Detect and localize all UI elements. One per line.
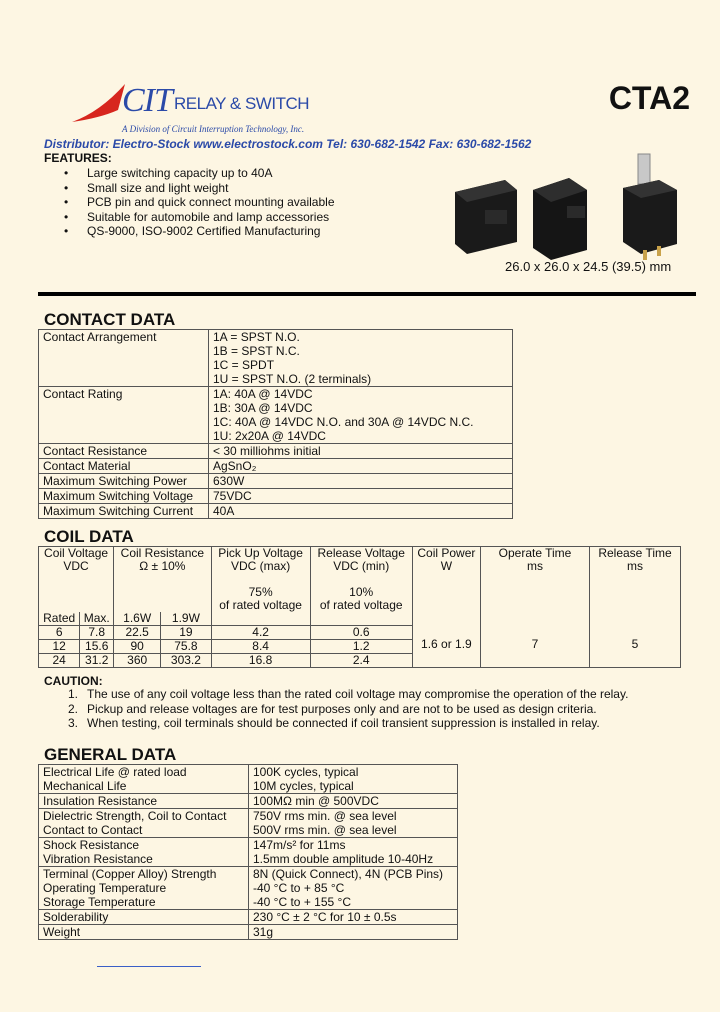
- caution-number: 2.: [67, 701, 78, 716]
- row-label: Shock Resistance Vibration Resistance: [39, 838, 249, 867]
- feature-item: • Large switching capacity up to 40A: [44, 166, 335, 181]
- row-value: 147m/s² for 11ms 1.5mm double amplitude 10-40Hz: [249, 838, 458, 867]
- col-header-operate-time: Operate Time ms: [481, 547, 590, 613]
- table-cell: 6: [39, 626, 80, 640]
- release-voltage-label: Release Voltage VDC (min): [317, 546, 405, 573]
- caution-item: [44, 702, 628, 717]
- table-row: [39, 387, 513, 444]
- row-value: 100K cycles, typical 10M cycles, typical: [249, 765, 458, 794]
- sub-header-max: Max.: [80, 612, 114, 626]
- table-cell: 303.2: [161, 654, 211, 668]
- general-data-table: [38, 764, 458, 940]
- table-cell: 22.5: [114, 626, 161, 640]
- table-row: [39, 867, 458, 910]
- row-value: 1A: 40A @ 14VDC 1B: 30A @ 14VDC 1C: 40A @ 14VDC N.O. and 30A @ 14VDC N.C. 1U: 2x20A @ 14VDC: [209, 387, 513, 444]
- table-row: [39, 547, 681, 613]
- row-label: Solderability: [39, 910, 249, 925]
- row-label: Contact Arrangement: [39, 330, 209, 387]
- col-header-release-time: Release Time ms: [590, 547, 681, 613]
- logo-division: A Division of Circuit Interruption Technology, Inc.: [122, 124, 305, 134]
- feature-item: • Suitable for automobile and lamp accessories: [44, 210, 335, 225]
- table-cell: 360: [114, 654, 161, 668]
- contact-data-heading: CONTACT DATA: [44, 310, 176, 329]
- row-value: 8N (Quick Connect), 4N (PCB Pins) -40 °C to + 85 °C -40 °C to + 155 °C: [249, 867, 458, 910]
- col-header-coil-resistance: Coil Resistance Ω ± 10%: [114, 547, 211, 613]
- table-cell: 7.8: [80, 626, 114, 640]
- table-cell: 31.2: [80, 654, 114, 668]
- table-cell: 0.6: [310, 626, 412, 640]
- table-cell: 15.6: [80, 640, 114, 654]
- relay-product-photo: [445, 150, 690, 260]
- row-value: 750V rms min. @ sea level 500V rms min. @ sea level: [249, 809, 458, 838]
- operate-time-value: 7: [481, 612, 590, 668]
- coil-data-table: [38, 546, 681, 668]
- table-row: [39, 474, 513, 489]
- row-value: 630W: [209, 474, 513, 489]
- logo-brand-sub: RELAY & SWITCH: [174, 94, 310, 113]
- logo-swoosh-icon: [70, 82, 130, 132]
- table-row: [39, 925, 458, 940]
- table-cell: 1.2: [310, 640, 412, 654]
- col-header-release-voltage: [310, 547, 412, 613]
- table-cell: 8.4: [211, 640, 310, 654]
- table-row: [39, 459, 513, 474]
- table-row: [39, 794, 458, 809]
- logo-brand: CIT: [122, 82, 172, 119]
- row-value: 75VDC: [209, 489, 513, 504]
- relay-image-2: [533, 178, 587, 260]
- row-label: Maximum Switching Power: [39, 474, 209, 489]
- contact-data-table: [38, 329, 513, 519]
- feature-item: • Small size and light weight: [44, 181, 335, 196]
- sub-header-19w: 1.9W: [161, 612, 211, 626]
- row-value: 230 °C ± 2 °C for 10 ± 0.5s: [249, 910, 458, 925]
- caution-number: 1.: [67, 687, 78, 701]
- col-header-coil-voltage: Coil Voltage VDC: [39, 547, 114, 613]
- row-value: 31g: [249, 925, 458, 940]
- table-row: [39, 809, 458, 838]
- coil-data-heading: COIL DATA: [44, 527, 134, 546]
- table-cell: 12: [39, 640, 80, 654]
- dimensions: 26.0 x 26.0 x 24.5 (39.5) mm: [505, 259, 672, 274]
- table-row: [39, 612, 681, 626]
- release-time-value: 5: [590, 612, 681, 668]
- table-cell: 4.2: [211, 626, 310, 640]
- company-logo: [70, 82, 310, 138]
- caution-text: Pickup and release voltages are for test purposes only and are not to be used as design criteria.: [87, 701, 597, 716]
- sub-header-16w: 1.6W: [114, 612, 161, 626]
- table-cell: 2.4: [310, 654, 412, 668]
- pickup-percent: 75% of rated voltage: [219, 585, 302, 612]
- table-cell: 16.8: [211, 654, 310, 668]
- row-value: 100MΩ min @ 500VDC: [249, 794, 458, 809]
- row-label: Insulation Resistance: [39, 794, 249, 809]
- table-cell: 90: [114, 640, 161, 654]
- feature-item: • PCB pin and quick connect mounting available: [44, 195, 335, 210]
- relay-image-3: [623, 154, 677, 260]
- row-value: 1A = SPST N.O. 1B = SPST N.C. 1C = SPDT 1U = SPST N.O. (2 terminals): [209, 330, 513, 387]
- feature-item: • QS-9000, ISO-9002 Certified Manufacturing: [44, 224, 335, 239]
- row-value: AgSnO₂: [209, 459, 513, 474]
- row-label: Terminal (Copper Alloy) Strength Operating Temperature Storage Temperature: [39, 867, 249, 910]
- sub-header-rated: Rated: [39, 612, 80, 626]
- row-label: Maximum Switching Voltage: [39, 489, 209, 504]
- caution-item: [44, 687, 628, 702]
- caution-list: [44, 687, 628, 731]
- features-list: [44, 166, 335, 239]
- table-row: [39, 910, 458, 925]
- row-label: Contact Resistance: [39, 444, 209, 459]
- table-cell: 24: [39, 654, 80, 668]
- table-row: [39, 444, 513, 459]
- row-label: Contact Material: [39, 459, 209, 474]
- row-label: Weight: [39, 925, 249, 940]
- col-header-coil-power: Coil Power W: [412, 547, 480, 613]
- table-cell: 19: [161, 626, 211, 640]
- row-label: Contact Rating: [39, 387, 209, 444]
- caution-text: When testing, coil terminals should be connected if coil transient suppression is installed in relay.: [87, 716, 600, 731]
- distributor-line: Distributor: Electro-Stock www.electrostock.com Tel: 630-682-1542 Fax: 630-682-1562: [44, 137, 532, 151]
- footer-link-underline[interactable]: [97, 966, 201, 967]
- part-number: CTA2: [608, 80, 690, 116]
- table-row: [39, 838, 458, 867]
- caution-heading: CAUTION:: [44, 674, 103, 688]
- row-value: < 30 milliohms initial: [209, 444, 513, 459]
- caution-text: The use of any coil voltage less than the rated coil voltage may compromise the operation of the relay.: [87, 687, 629, 701]
- relay-image-1: [455, 180, 517, 254]
- general-data-heading: GENERAL DATA: [44, 745, 177, 764]
- section-divider: [38, 292, 696, 296]
- caution-item: [44, 716, 628, 731]
- release-percent: 10% of rated voltage: [319, 585, 403, 612]
- caution-number: 3.: [67, 716, 78, 731]
- table-row: [39, 765, 458, 794]
- table-row: [39, 489, 513, 504]
- row-label: Electrical Life @ rated load Mechanical Life: [39, 765, 249, 794]
- row-value: 40A: [209, 504, 513, 519]
- coil-power-value: 1.6 or 1.9: [412, 612, 480, 668]
- table-row: [39, 330, 513, 387]
- table-cell: 75.8: [161, 640, 211, 654]
- table-row: [39, 504, 513, 519]
- row-label: Maximum Switching Current: [39, 504, 209, 519]
- col-header-pickup-voltage: [211, 547, 310, 613]
- row-label: Dielectric Strength, Coil to Contact Contact to Contact: [39, 809, 249, 838]
- pickup-voltage-label: Pick Up Voltage VDC (max): [218, 546, 303, 573]
- features-heading: FEATURES:: [44, 151, 112, 165]
